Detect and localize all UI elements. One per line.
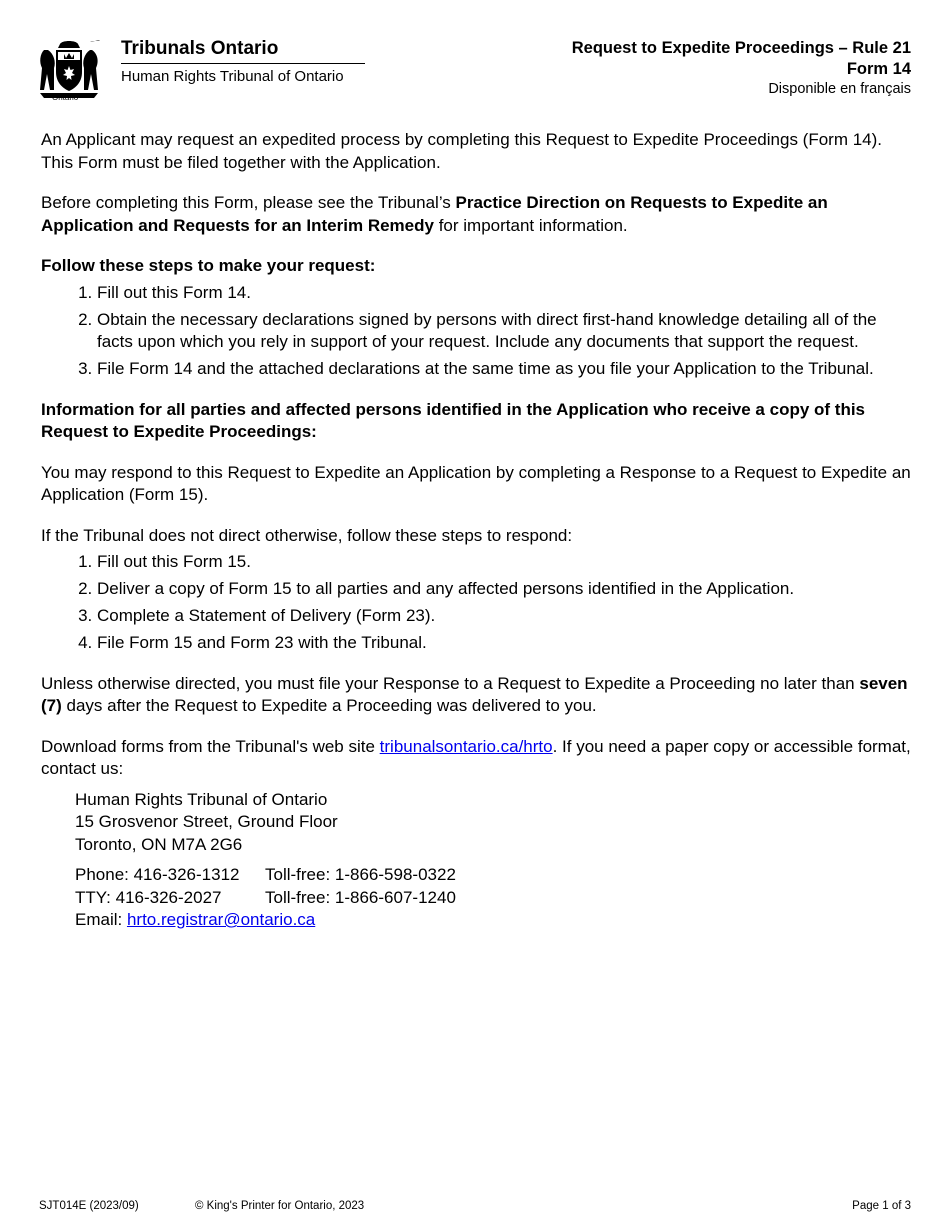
phone-tollfree: Toll-free: 1-866-598-0322: [265, 865, 456, 884]
list-item: 2. Obtain the necessary declarations signed by persons with direct first-hand knowledge detailing all of the facts upon which you rely in support of your request. Include any documents that support the request.: [97, 309, 911, 354]
french-availability-note: Disponible en français: [768, 81, 911, 97]
phone-number: Phone: 416-326-1312: [75, 865, 240, 884]
page-number: Page 1 of 3: [852, 1200, 911, 1212]
org-title: Tribunals Ontario: [121, 38, 279, 59]
list-item: 3. File Form 14 and the attached declarations at the same time as you file your Application to the Tribunal.: [97, 358, 911, 381]
download-paragraph: Download forms from the Tribunal's web site tribunalsontario.ca/hrto. If you need a paper copy or accessible format, contact us:: [41, 736, 911, 778]
address-line: Toronto, ON M7A 2G6: [75, 834, 243, 854]
tty-tollfree: Toll-free: 1-866-607-1240: [265, 887, 456, 907]
phone-row: [75, 864, 911, 887]
practice-direction-title: Practice Direction on Requests to Expedite an Application and Requests for an Interim Remedy: [41, 193, 828, 235]
intro-paragraph: An Applicant may request an expedited process by completing this Request to Expedite Proceedings (Form 14). This Form must be filed together with the Application.: [41, 130, 883, 172]
tty-number: TTY: 416-326-2027: [75, 887, 222, 907]
header-divider: [121, 63, 365, 64]
form-header: [572, 38, 911, 100]
form-title: Request to Expedite Proceedings – Rule 21: [571, 39, 911, 57]
email-link[interactable]: hrto.registrar@ontario.ca: [126, 910, 316, 929]
tribunal-website-link[interactable]: tribunalsontario.ca/hrto: [379, 736, 553, 756]
phone-numbers: [75, 864, 911, 932]
response-steps-heading: If the Tribunal does not direct otherwise, follow these steps to respond:: [41, 525, 573, 545]
list-item: 1. Fill out this Form 14.: [97, 282, 911, 305]
request-steps-list: [41, 282, 911, 381]
contact-block: [75, 789, 911, 932]
list-item: 4. File Form 15 and Form 23 with the Tribunal.: [97, 632, 911, 655]
address-line: Human Rights Tribunal of Ontario: [75, 789, 328, 809]
response-steps-list: [41, 551, 911, 655]
copyright-notice: © King's Printer for Ontario, 2023: [195, 1200, 365, 1212]
email-row: Email: hrto.registrar@ontario.ca: [75, 910, 316, 929]
address-line: 15 Grosvenor Street, Ground Floor: [75, 812, 338, 831]
crest-label: Ontario: [52, 93, 79, 102]
list-item: 1. Fill out this Form 15.: [97, 551, 911, 574]
request-steps-heading: Follow these steps to make your request:: [41, 256, 376, 275]
practice-direction-paragraph: Before completing this Form, please see the Tribunal’s Practice Direction on Requests to Expedite an Application and Requests for an Interim Remedy for important information.: [41, 193, 828, 235]
form-code: SJT014E (2023/09): [39, 1200, 139, 1212]
deadline-paragraph: Unless otherwise directed, you must file your Response to a Request to Expedite a Proceeding no later than seven (7) days after the Request to Expedite a Proceeding was delivered to you.: [41, 673, 908, 715]
form-instructions: [41, 129, 911, 932]
list-item: 3. Complete a Statement of Delivery (Form 23).: [97, 605, 911, 628]
response-paragraph: You may respond to this Request to Expedite an Application by completing a Response to a Request to Expedite an Application (Form 15).: [41, 462, 911, 504]
mailing-address: [75, 789, 911, 857]
tty-row: [75, 887, 911, 910]
org-subtitle: Human Rights Tribunal of Ontario: [121, 68, 344, 85]
form-number: Form 14: [846, 60, 911, 78]
parties-heading: Information for all parties and affected persons identified in the Application who receive a copy of this Request to Expedite Proceedings:: [41, 399, 866, 441]
list-item: 2. Deliver a copy of Form 15 to all parties and any affected persons identified in the Application.: [97, 578, 911, 601]
deadline-days: seven (7): [41, 673, 908, 715]
